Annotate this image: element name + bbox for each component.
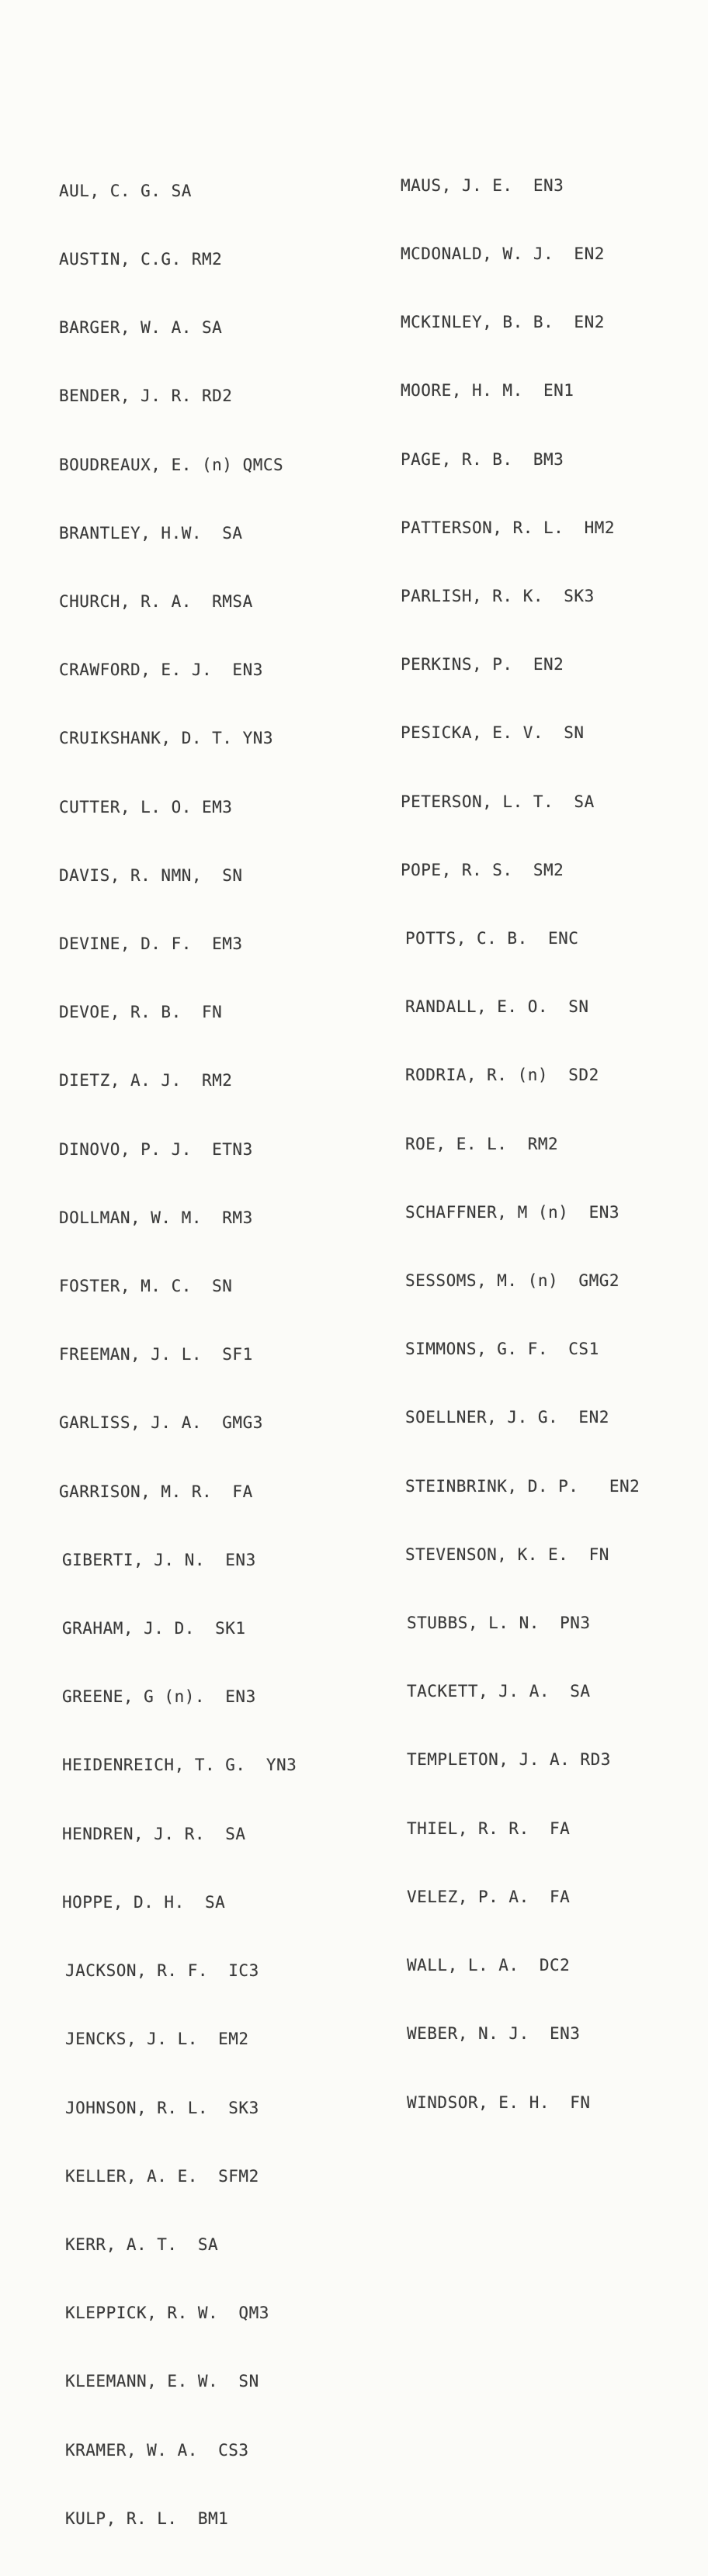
roster-entry: STEVENSON, K. E. FN xyxy=(405,1545,609,1564)
roster-entry: CRAWFORD, E. J. EN3 xyxy=(59,660,263,680)
roster-entry: PATTERSON, R. L. HM2 xyxy=(401,518,616,537)
roster-entry: CHURCH, R. A. RMSA xyxy=(59,592,253,612)
roster-entry: KULP, R. L. BM1 xyxy=(65,2508,229,2528)
roster-entry: MOORE, H. M. EN1 xyxy=(401,381,574,400)
roster-entry: GARLISS, J. A. GMG3 xyxy=(59,1413,263,1433)
roster-left-column xyxy=(59,134,297,2576)
roster-entry: FREEMAN, J. L. SF1 xyxy=(59,1345,253,1364)
roster-entry: TACKETT, J. A. SA xyxy=(407,1682,591,1701)
roster-entry: SCHAFFNER, M (n) EN3 xyxy=(405,1202,620,1222)
roster-entry: VELEZ, P. A. FA xyxy=(407,1887,571,1906)
roster-entry: JACKSON, R. F. IC3 xyxy=(65,1961,259,1981)
roster-entry: BARGER, W. A. SA xyxy=(59,318,223,338)
roster-entry: MCDONALD, W. J. EN2 xyxy=(401,244,605,264)
roster-entry: DOLLMAN, W. M. RM3 xyxy=(59,1208,253,1227)
roster-entry: JENCKS, J. L. EM2 xyxy=(65,2030,249,2049)
roster-entry: DEVINE, D. F. EM3 xyxy=(59,934,243,954)
roster-entry: MAUS, J. E. EN3 xyxy=(401,175,564,195)
roster-entry: POPE, R. S. SM2 xyxy=(401,860,564,879)
roster-entry: GREENE, G (n). EN3 xyxy=(62,1687,256,1707)
roster-entry: HOPPE, D. H. SA xyxy=(62,1892,226,1912)
roster-entry: AUL, C. G. SA xyxy=(59,181,192,200)
roster-entry: PARLISH, R. K. SK3 xyxy=(401,587,595,606)
roster-entry: BENDER, J. R. RD2 xyxy=(59,387,233,406)
roster-entry: KERR, A. T. SA xyxy=(65,2234,219,2254)
roster-entry: HEIDENREICH, T. G. YN3 xyxy=(62,1756,297,1775)
roster-entry: WEBER, N. J. EN3 xyxy=(407,2024,581,2044)
roster-entry: DAVIS, R. NMN, SN xyxy=(59,865,243,885)
roster-entry: BRANTLEY, H.W. SA xyxy=(59,523,243,543)
roster-entry: PAGE, R. B. BM3 xyxy=(401,449,564,469)
roster-entry: SIMMONS, G. F. CS1 xyxy=(405,1340,599,1359)
roster-entry: STEINBRINK, D. P. EN2 xyxy=(405,1476,640,1496)
roster-entry: WINDSOR, E. H. FN xyxy=(407,2092,591,2112)
roster-entry: KLEPPICK, R. W. QM3 xyxy=(65,2304,269,2323)
roster-entry: SESSOMS, M. (n) GMG2 xyxy=(405,1271,620,1291)
roster-entry: SOELLNER, J. G. EN2 xyxy=(405,1408,609,1427)
roster-entry: GIBERTI, J. N. EN3 xyxy=(62,1550,256,1569)
roster-entry: KLEEMANN, E. W. SN xyxy=(65,2372,259,2391)
roster-entry: AUSTIN, C.G. RM2 xyxy=(59,250,223,269)
roster-entry: DIETZ, A. J. RM2 xyxy=(59,1071,233,1090)
roster-entry: THIEL, R. R. FA xyxy=(407,1818,571,1838)
roster-entry: KRAMER, W. A. CS3 xyxy=(65,2440,249,2460)
roster-entry: GARRISON, M. R. FA xyxy=(59,1482,253,1501)
roster-entry: TEMPLETON, J. A. RD3 xyxy=(407,1750,611,1770)
roster-entry: POTTS, C. B. ENC xyxy=(405,929,579,948)
roster-entry: MCKINLEY, B. B. EN2 xyxy=(401,313,605,332)
roster-entry: GRAHAM, J. D. SK1 xyxy=(62,1619,246,1638)
roster-entry: CUTTER, L. O. EM3 xyxy=(59,797,233,816)
roster-entry: WALL, L. A. DC2 xyxy=(407,1956,571,1975)
roster-entry: CRUIKSHANK, D. T. YN3 xyxy=(59,729,274,748)
roster-entry: BOUDREAUX, E. (n) QMCS xyxy=(59,455,284,474)
roster-entry: ROE, E. L. RM2 xyxy=(405,1134,559,1153)
roster-entry: RANDALL, E. O. SN xyxy=(405,997,589,1017)
roster-entry: DEVOE, R. B. FN xyxy=(59,1003,223,1022)
roster-entry: KELLER, A. E. SFM2 xyxy=(65,2166,259,2186)
roster-entry: JOHNSON, R. L. SK3 xyxy=(65,2098,259,2117)
roster-right-column xyxy=(401,129,640,2160)
roster-entry: PERKINS, P. EN2 xyxy=(401,655,564,674)
roster-entry: DINOVO, P. J. ETN3 xyxy=(59,1139,253,1159)
roster-entry: STUBBS, L. N. PN3 xyxy=(407,1614,591,1633)
roster-entry: PETERSON, L. T. SA xyxy=(401,792,595,811)
roster-entry: RODRIA, R. (n) SD2 xyxy=(405,1066,599,1085)
roster-entry: HENDREN, J. R. SA xyxy=(62,1824,246,1843)
roster-entry: PESICKA, E. V. SN xyxy=(401,723,585,743)
roster-entry: FOSTER, M. C. SN xyxy=(59,1277,233,1296)
